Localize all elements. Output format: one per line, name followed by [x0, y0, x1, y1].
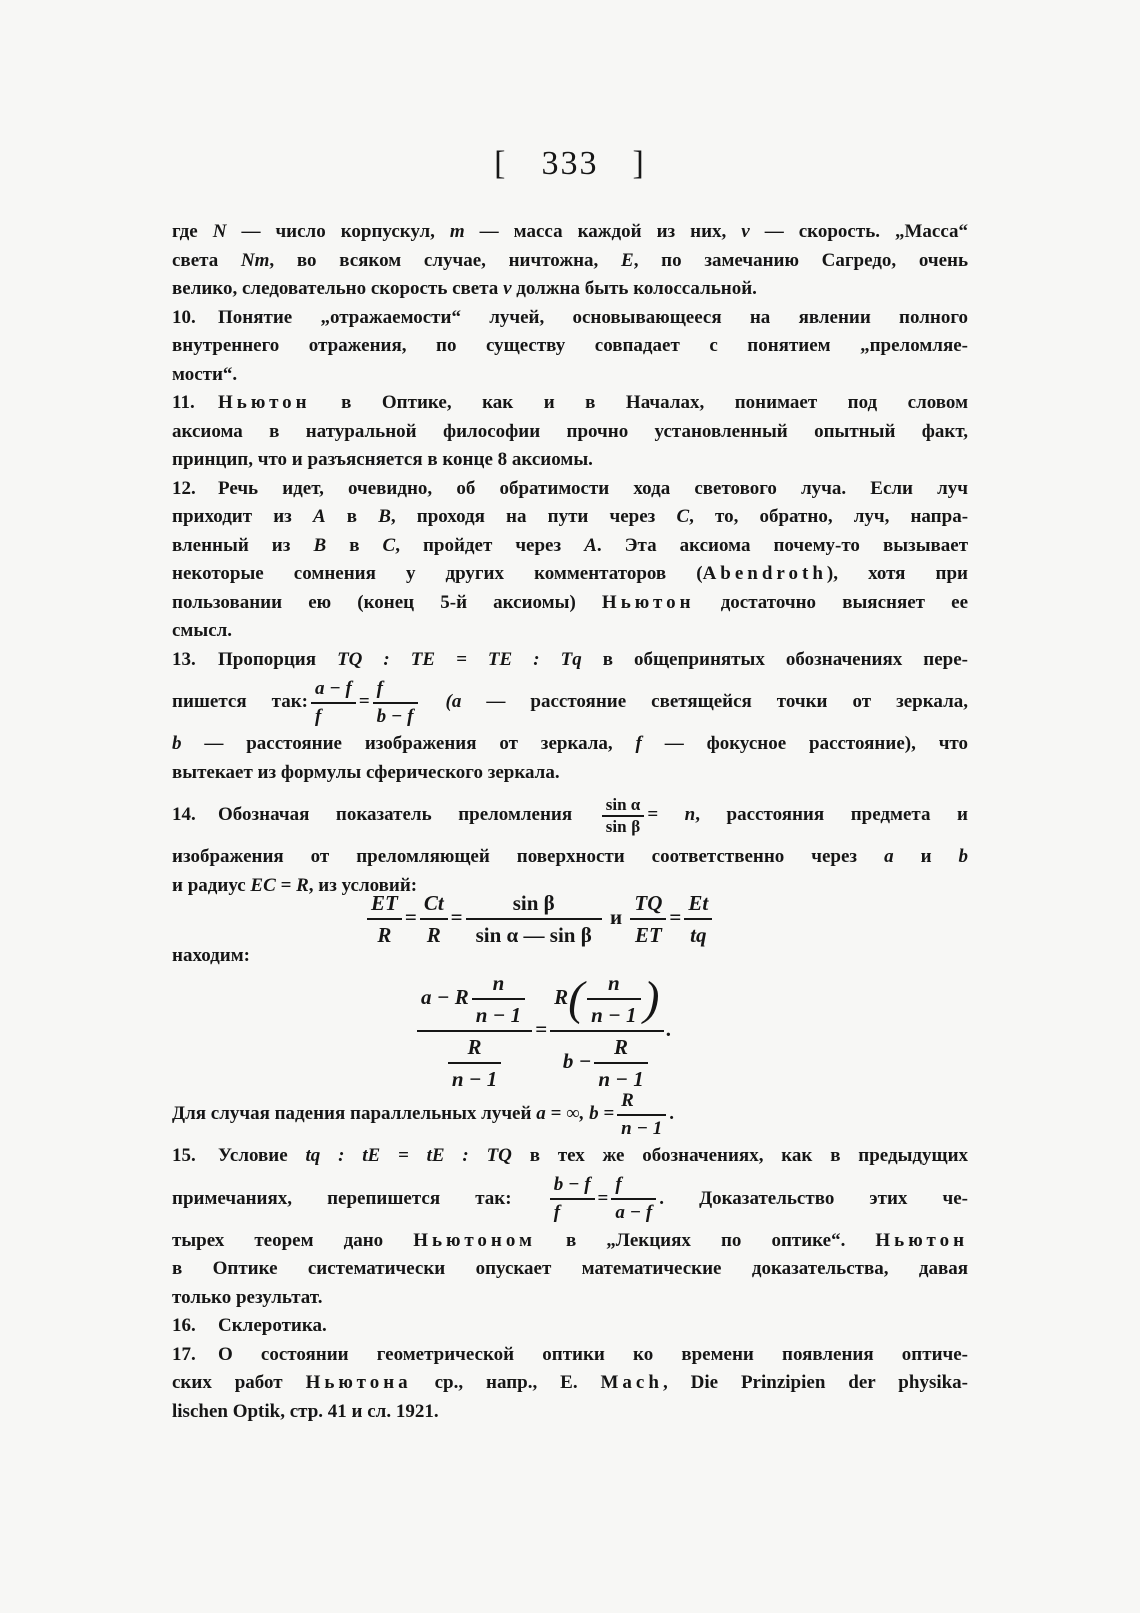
text-line: пишется так: $\frac{a - f}{f}$ = $\frac{f}{b - f}$ (a — расстояние светящейся точки от зеркала, [172, 674, 968, 730]
note-10: 10. Понятие „отражаемости“ лучей, основывающееся на явлении полного [172, 306, 968, 328]
text-line: примечаниях, перепишется так: $\frac{b - f}{f}$ = $\frac{f}{a - f}$ . Доказательство этих че- [172, 1171, 968, 1227]
page-number: [ 333 ] [494, 145, 646, 182]
text-line: Для случая падения параллельных лучей a = ∞, b = $\frac{R}{n - 1}$ . [172, 1086, 968, 1142]
notes-body [172, 218, 968, 900]
fraction: $\frac{TQ}{ET}$ [630, 888, 666, 950]
fraction: $\frac{n}{n - 1}$ [472, 968, 525, 1030]
found-label: находим: [172, 945, 251, 966]
text-line: изображения от преломляющей поверхности соответственно через a и b [172, 846, 969, 867]
fraction: $\frac{Et}{tq}$ [684, 888, 712, 950]
text-line: где N — число корпускул, m — масса каждой из них, v — скорость. „Масса“ [172, 221, 969, 242]
equation-result: a − R $\frac{n}{n - 1}$ $\frac{R}{n - 1}$ = R( $\frac{n}{n - 1}$ ) b − $\frac{R}{n - 1}$ . [414, 968, 672, 1094]
fraction: $\frac{b - f}{f}$ [550, 1172, 595, 1226]
text-line: велико, следовательно скорость света v должна быть колоссальной. [172, 278, 757, 299]
fraction: a − R $\frac{n}{n - 1}$ $\frac{R}{n - 1}$ [417, 968, 532, 1094]
text-line: в Оптике систематически опускает математические доказательства, давая [172, 1258, 968, 1279]
text-line: некоторые сомнения у других комментаторов (Abendroth), хотя при [172, 563, 968, 584]
text-line: мости“. [172, 363, 238, 385]
note-13: 13. Пропорция TQ : TE = TE : Tq в общепринятых обозначениях пере- [172, 648, 968, 670]
text-line: пользовании ею (конец 5-й аксиомы) Ньютон достаточно выясняет ее [172, 591, 968, 613]
text-line: вленный из B в C, пройдет через A. Эта аксиома почему-то вызывает [172, 534, 969, 556]
text-line: смысл. [172, 620, 233, 641]
fraction: $\frac{a - f}{f}$ [311, 676, 356, 730]
text-line: ских работ Ньютона ср., напр., E. Mach, Die Prinzipien der physika- [172, 1372, 969, 1393]
text-line: b — расстояние изображения от зеркала, f — фокусное расстояние), что [172, 733, 968, 754]
text-line: принцип, что и разъясняется в конце 8 аксиомы. [172, 449, 593, 470]
text-line: внутреннего отражения, по существу совпадает с понятием „преломляе- [172, 335, 968, 356]
text-line: света Nm, во всяком случае, ничтожна, E, по замечанию Сагредо, очень [172, 249, 969, 271]
fraction: $\frac{R}{n - 1}$ [448, 1032, 501, 1094]
text-line: тырех теорем дано Ньютоном в „Лекциях по оптике“. Ньютон [172, 1229, 969, 1251]
note-14: 14. Обозначая показатель преломления $\frac{\text{sin α}}{\text{sin β}}$ = n, расстояния предмета и [172, 794, 968, 836]
text-line: вытекает из формулы сферического зеркала. [172, 761, 560, 783]
fraction: $\frac{Ct}{R}$ [420, 888, 448, 950]
notes-body-2 [172, 1086, 968, 1426]
fraction: $\frac{\text{sin α}}{\text{sin β}}$ [602, 795, 645, 837]
note-17: 17. О состоянии геометрической оптики ко времени появления оптиче- [172, 1343, 968, 1365]
fraction: $\frac{ET}{R}$ [367, 888, 402, 950]
note-11: 11. Ньютон в Оптике, как и в Началах, понимает под словом [172, 392, 969, 413]
fraction: $\frac{R}{n - 1}$ [617, 1088, 666, 1142]
note-15: 15. Условие tq : tE = tE : TQ в тех же обозначениях, как в предыдущих [172, 1145, 969, 1166]
note-12: 12. Речь идет, очевидно, об обратимости хода светового луча. Если луч [172, 477, 968, 499]
fraction: $\frac{R}{n - 1}$ [594, 1032, 647, 1094]
fraction: $\frac{f}{b - f}$ [373, 676, 418, 730]
fraction: R( $\frac{n}{n - 1}$ ) b − $\frac{R}{n - 1}$ [550, 968, 663, 1094]
equation-conditions: $\frac{ET}{R}$ = $\frac{Ct}{R}$ = $\frac{\text{sin β}}{\text{sin α — sin β}}$ и $\frac{TQ}{ET}$ = $\frac{Et}{tq}$ [364, 888, 715, 950]
note-16: 16. Склеротика. [172, 1315, 327, 1336]
text-line: и радиус EC = R, из условий: [172, 874, 418, 896]
text-line: приходит из A в B, проходя на пути через C, то, обратно, луч, напра- [172, 506, 969, 527]
fraction: $\frac{\text{sin β}}{\text{sin α — sin β}}$ [466, 888, 602, 950]
text-line: lischen Optik, стр. 41 и сл. 1921. [172, 1400, 439, 1422]
fraction: $\frac{f}{a - f}$ [611, 1172, 656, 1226]
text-line: только результат. [172, 1286, 323, 1308]
fraction: $\frac{n}{n - 1}$ [587, 968, 640, 1030]
text-line: аксиома в натуральной философии прочно установленный опытный факт, [172, 420, 968, 442]
